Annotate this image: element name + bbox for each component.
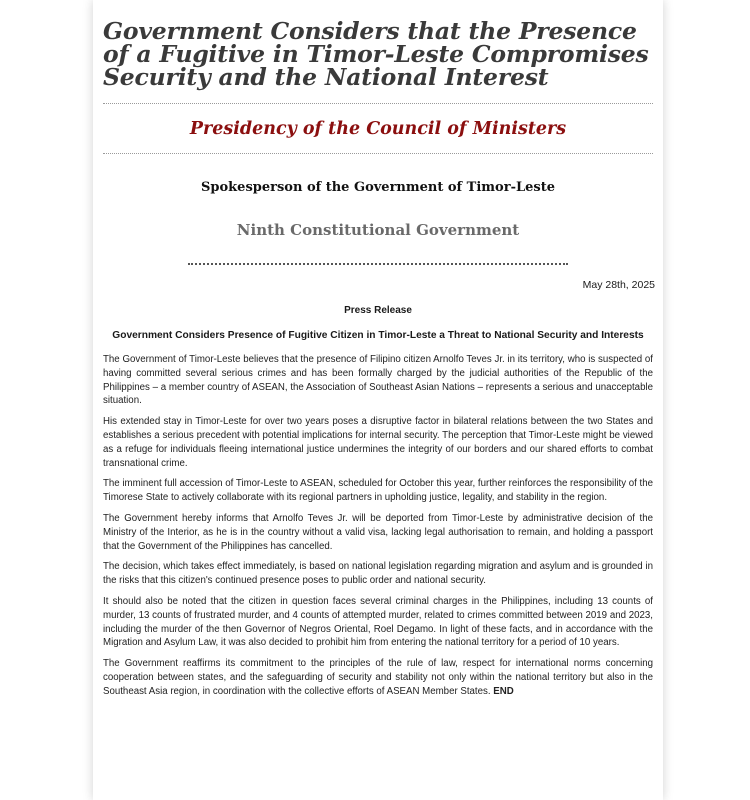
end-mark: END bbox=[493, 685, 514, 697]
divider bbox=[103, 103, 653, 104]
release-title: Government Considers Presence of Fugitive Citizen in Timor-Leste a Threat to National Security and Interests bbox=[112, 330, 644, 341]
divider bbox=[103, 153, 653, 154]
paragraph: The imminent full accession of Timor-Leste to ASEAN, scheduled for October this year, further reinforces the responsibility of the Timorese State to actively collaborate with its regional partners in upholding justice, legality, and stability in the region. bbox=[103, 478, 653, 504]
paragraph: The decision, which takes effect immediately, is based on national legislation regarding migration and asylum and is grounded in the risks that this citizen's continued presence poses to public order and national security. bbox=[103, 561, 653, 587]
paragraph-final bbox=[103, 657, 653, 698]
paragraph: The Government hereby informs that Arnolfo Teves Jr. will be deported from Timor-Leste by administrative decision of the Ministry of the Interior, as he is in the country without a valid visa, lacking legal authorisation to remain, and holding a passport that the Government of the Philippines has cancelled. bbox=[103, 512, 653, 552]
release-body bbox=[103, 353, 653, 699]
document-header bbox=[93, 0, 663, 89]
paragraph: It should also be noted that the citizen in question faces several criminal charges in the Philippines, including 13 counts of murder, 13 counts of frustrated murder, and 4 counts of attempted murder, related to crimes committed between 2019 and 2023, including the murder of the then Governor of Negros Oriental, Roel Degamo. In light of these facts, and in accordance with the Migration and Asylum Law, it was also decided to prohibit him from entering the national territory for a period of 10 years. bbox=[103, 595, 653, 649]
document-page bbox=[93, 0, 663, 800]
paragraph-text: The Government reaffirms its commitment to the principles of the rule of law, respect for international norms concerning cooperation between states, and the safeguarding of security and stability not only within the national territory but also in the Southeast Asia region, in coordination with the collective efforts of ASEAN Member States. bbox=[103, 658, 653, 697]
spokesperson-heading: Spokesperson of the Government of Timor-Leste bbox=[201, 180, 555, 195]
paragraph: The Government of Timor-Leste believes that the presence of Filipino citizen Arnolfo Teves Jr. in its territory, who is suspected of having committed several serious crimes and has been formally charged by the judicial authorities of the Republic of the Philippines – a member country of ASEAN, the Association of Southeast Asian Nations – represents a serious and unacceptable situation. bbox=[103, 354, 653, 407]
paragraph: His extended stay in Timor-Leste for over two years poses a disruptive factor in bilateral relations between the two States and establishes a serious precedent with potential implications for internal security. The perception that Timor-Leste might be viewed as a refuge for individuals fleeing international justice undermines the integrity of our borders and our shared efforts to combat transnational crime. bbox=[103, 416, 653, 469]
presidency-heading: Presidency of the Council of Ministers bbox=[189, 119, 567, 139]
government-heading: Ninth Constitutional Government bbox=[236, 221, 520, 239]
page-title: Government Considers that the Presence of a Fugitive in Timor-Leste Compromises Security and the National Interest bbox=[103, 17, 649, 91]
release-date: May 28th, 2025 bbox=[582, 279, 655, 291]
press-release-label: Press Release bbox=[344, 305, 412, 316]
dotted-separator bbox=[188, 263, 568, 265]
